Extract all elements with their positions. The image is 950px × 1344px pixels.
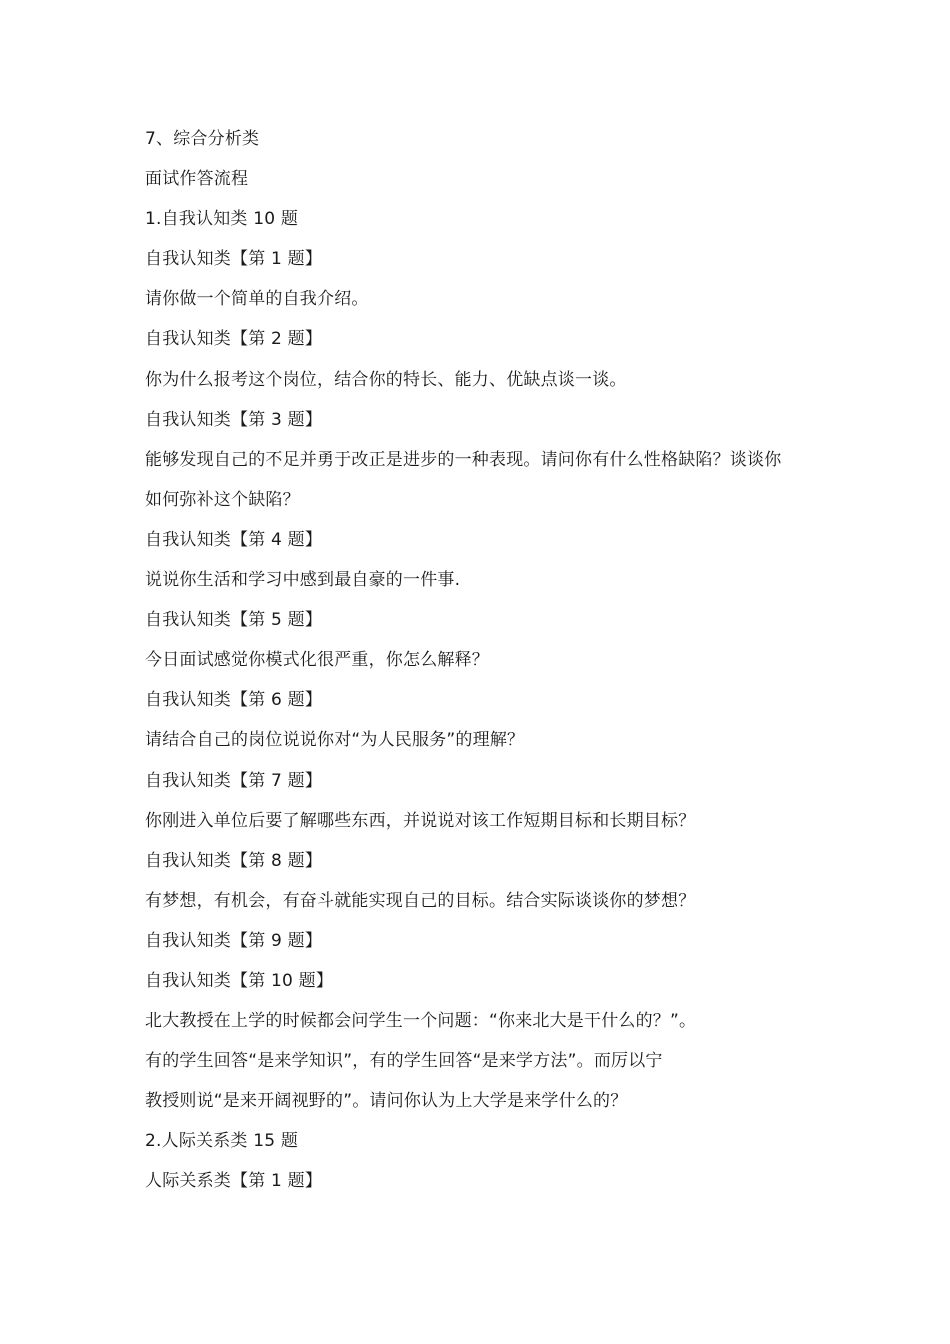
question-text: 有梦想，有机会，有奋斗就能实现自己的目标。结合实际谈谈你的梦想？ <box>145 890 696 911</box>
question-label: 自我认知类【第 3 题】 <box>145 409 323 430</box>
question-text: 请你做一个简单的自我介绍。 <box>145 289 369 310</box>
question-label: 自我认知类【第 9 题】 <box>145 930 323 951</box>
question-label: 自我认知类【第 6 题】 <box>145 690 323 711</box>
category-heading: 2.人际关系类 15 题 <box>145 1131 299 1152</box>
document-body <box>145 124 825 1207</box>
question-label: 自我认知类【第 7 题】 <box>145 770 323 791</box>
question-text: 请结合自己的岗位说说你对“为人民服务”的理解？ <box>145 730 525 751</box>
question-label: 自我认知类【第 4 题】 <box>145 529 323 550</box>
question-text: 你为什么报考这个岗位，结合你的特长、能力、优缺点谈一谈。 <box>145 369 627 390</box>
question-label: 自我认知类【第 5 题】 <box>145 610 323 631</box>
question-text: 能够发现自己的不足并勇于改正是进步的一种表现。请问你有什么性格缺陷？谈谈你 <box>145 449 782 470</box>
question-text-continued: 如何弥补这个缺陷？ <box>145 489 300 510</box>
question-label: 自我认知类【第 1 题】 <box>145 249 323 270</box>
question-label: 自我认知类【第 8 题】 <box>145 850 323 871</box>
question-text: 北大教授在上学的时候都会问学生一个问题：“你来北大是干什么的？”。 <box>145 1011 697 1032</box>
subsection-heading: 面试作答流程 <box>145 169 249 190</box>
category-heading: 1.自我认知类 10 题 <box>145 209 299 230</box>
question-text: 说说你生活和学习中感到最自豪的一件事. <box>145 570 461 591</box>
question-text: 你刚进入单位后要了解哪些东西，并说说对该工作短期目标和长期目标？ <box>145 810 696 831</box>
question-text-continued: 教授则说“是来开阔视野的”。请问你认为上大学是来学什么的？ <box>145 1091 628 1112</box>
question-label: 自我认知类【第 10 题】 <box>145 970 334 991</box>
question-text-continued: 有的学生回答“是来学知识”，有的学生回答“是来学方法”。而厉以宁 <box>145 1051 663 1072</box>
section-heading: 7、综合分析类 <box>145 129 260 149</box>
question-label: 人际关系类【第 1 题】 <box>145 1171 323 1192</box>
question-text: 今日面试感觉你模式化很严重，你怎么解释？ <box>145 650 489 671</box>
question-label: 自我认知类【第 2 题】 <box>145 329 323 350</box>
